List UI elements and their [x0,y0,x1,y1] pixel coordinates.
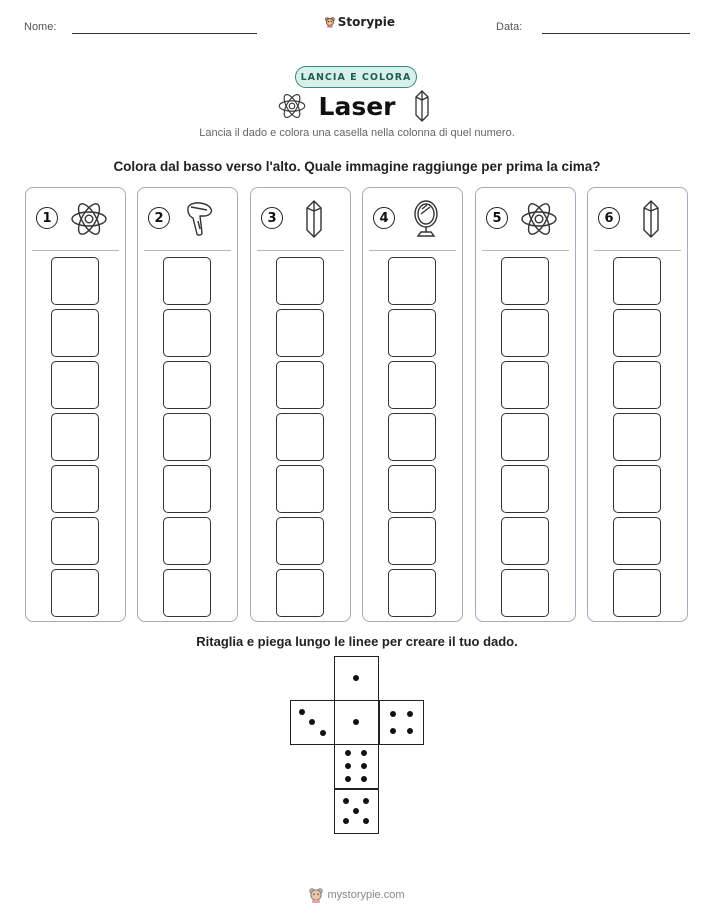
column-divider [594,250,681,251]
color-box[interactable] [163,517,211,565]
color-box[interactable] [163,361,211,409]
color-box[interactable] [51,517,99,565]
die-face-1 [334,656,379,701]
column-4 [362,187,463,622]
color-box[interactable] [51,569,99,617]
color-box[interactable] [51,413,99,461]
die-face-5 [334,789,379,834]
color-box[interactable] [501,257,549,305]
color-box[interactable] [501,517,549,565]
column-divider [257,250,344,251]
color-box[interactable] [276,309,324,357]
color-box[interactable] [388,517,436,565]
die-pip [361,763,367,769]
atom-icon [68,199,110,239]
storypie-logo [325,13,395,31]
date-line[interactable] [542,33,690,34]
column-number: 5 [486,207,508,229]
die-pip [390,711,396,717]
crystal-icon [414,90,430,122]
color-box[interactable] [613,257,661,305]
name-label: Nome: [24,21,57,33]
die-pip [353,675,359,681]
color-box[interactable] [276,361,324,409]
die-pip [343,798,349,804]
die-pip [345,776,351,782]
barcode-scanner-icon [180,199,222,239]
color-box[interactable] [51,257,99,305]
instruction: Colora dal basso verso l'alto. Quale immagine raggiunge per prima la cima? [113,159,601,174]
die-face-6 [334,744,379,789]
die-pip [363,798,369,804]
column-divider [32,250,119,251]
cut-instruction: Ritaglia e piega lungo le linee per creare il tuo dado. [196,634,518,649]
die-pip [407,711,413,717]
die-face-1 [334,700,379,745]
column-divider [482,250,569,251]
color-box[interactable] [501,465,549,513]
die-pip [363,818,369,824]
color-box[interactable] [163,257,211,305]
atom-icon [518,199,560,239]
column-6 [587,187,688,622]
die-face-3 [290,700,335,745]
color-box[interactable] [163,569,211,617]
color-box[interactable] [613,309,661,357]
column-divider [369,250,456,251]
die-pip [345,750,351,756]
name-line[interactable] [72,33,257,34]
color-box[interactable] [163,413,211,461]
subtitle: Lancia il dado e colora una casella nella colonna di quel numero. [199,127,515,139]
die-pip [353,719,359,725]
color-box[interactable] [501,309,549,357]
die-pip [320,730,326,736]
color-box[interactable] [163,465,211,513]
color-box[interactable] [388,465,436,513]
column-number: 3 [261,207,283,229]
crystal-icon [630,199,672,239]
color-box[interactable] [388,309,436,357]
color-box[interactable] [613,569,661,617]
color-box[interactable] [613,517,661,565]
color-box[interactable] [163,309,211,357]
atom-icon [276,90,308,122]
color-box[interactable] [388,413,436,461]
bear-mascot-icon [309,887,323,903]
crystal-icon [293,199,335,239]
color-box[interactable] [613,413,661,461]
color-box[interactable] [613,361,661,409]
color-box[interactable] [51,309,99,357]
die-pip [343,818,349,824]
column-number: 2 [148,207,170,229]
column-number: 4 [373,207,395,229]
color-box[interactable] [501,413,549,461]
color-box[interactable] [388,257,436,305]
column-1 [25,187,126,622]
die-pip [309,719,315,725]
color-box[interactable] [51,361,99,409]
color-box[interactable] [276,517,324,565]
column-number: 1 [36,207,58,229]
color-box[interactable] [388,361,436,409]
column-3 [250,187,351,622]
die-face-4 [379,700,424,745]
color-box[interactable] [276,257,324,305]
mirror-icon [405,199,447,239]
die-pip [361,776,367,782]
color-box[interactable] [613,465,661,513]
die-pip [361,750,367,756]
column-number: 6 [598,207,620,229]
color-box[interactable] [276,413,324,461]
color-box[interactable] [388,569,436,617]
bear-mascot-icon [325,14,335,30]
die-pip [345,763,351,769]
activity-badge: LANCIA E COLORA [295,66,417,88]
footer-url: mystorypie.com [327,889,405,901]
die-pip [407,728,413,734]
logo-text: Storypie [337,15,395,29]
die-pip [390,728,396,734]
color-box[interactable] [276,569,324,617]
page-title: Laser [318,92,396,121]
die-pip [353,808,359,814]
column-5 [475,187,576,622]
color-box[interactable] [501,569,549,617]
color-box[interactable] [501,361,549,409]
color-box[interactable] [51,465,99,513]
die-pip [299,709,305,715]
column-2 [137,187,238,622]
footer [0,887,714,903]
column-divider [144,250,231,251]
color-box[interactable] [276,465,324,513]
date-label: Data: [496,21,523,33]
